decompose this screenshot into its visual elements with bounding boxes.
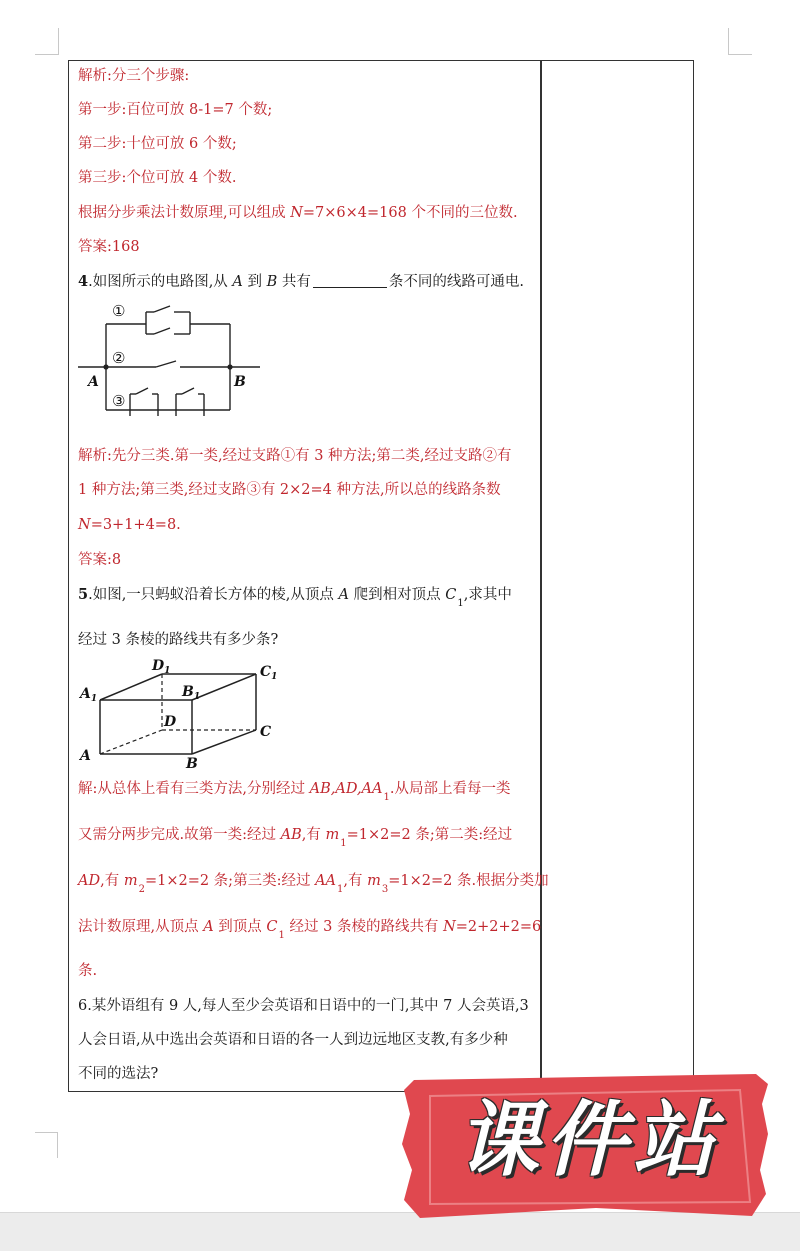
solution-line: 条. (78, 963, 98, 979)
vertex-letter: A (80, 686, 91, 702)
math-variable: A (232, 274, 243, 290)
page-corner-mark (35, 1132, 57, 1133)
solution-line: 解析:分三个步骤: (78, 68, 190, 84)
text-fragment: 又需分两步完成.故第一类:经过 (78, 827, 281, 843)
branch-label: ② (112, 349, 126, 367)
vertex-subscript: 1 (271, 672, 278, 682)
text-fragment: 爬到相对顶点 (349, 587, 446, 603)
math-variable: m (123, 873, 138, 889)
text-fragment: 经过 3 条棱的路线共有 (284, 919, 444, 935)
text-fragment: 共有 (277, 274, 311, 290)
solution-line: 1 种方法;第三类,经过支路③有 2×2=4 种方法,所以总的线路条数 (78, 482, 501, 498)
vertex-letter: B (182, 684, 194, 700)
text-fragment: 条不同的线路可通电. (388, 274, 524, 290)
stamp-text: 课件站 (457, 1093, 721, 1188)
text-fragment: ,有 (301, 827, 326, 843)
page-corner-mark (58, 28, 59, 54)
vertex-letter: C (260, 664, 272, 680)
text-fragment: 到 (242, 274, 267, 290)
answer-line: 答案:8 (78, 552, 122, 568)
text-fragment: 根据分步乘法计数原理,可以组成 (78, 205, 291, 221)
branch-label: ① (112, 302, 126, 320)
solution-line (78, 917, 541, 939)
cuboid-diagram (78, 656, 288, 768)
text-fragment: 解:从总体上看有三类方法,分别经过 (78, 781, 310, 797)
vertex-label: C (260, 724, 272, 740)
question-number: 4 (78, 273, 89, 290)
subscript: 1 (383, 792, 390, 803)
math-variable: N (443, 919, 456, 935)
vertex-label (151, 658, 170, 676)
question-5 (78, 585, 512, 607)
solution-line: 第一步:百位可放 8-1=7 个数; (78, 102, 273, 118)
solution-line: 第二步:十位可放 6 个数; (78, 136, 237, 152)
math-variable: N (78, 517, 91, 533)
subscript: 1 (340, 838, 347, 849)
text-fragment: ,求其中 (463, 587, 512, 603)
subscript: 2 (138, 884, 145, 895)
text-fragment: .如图所示的电路图,从 (88, 274, 233, 290)
text-fragment: ,有 (343, 873, 368, 889)
question-6-line: 不同的选法? (78, 1066, 159, 1082)
vertex-label (78, 686, 97, 704)
text-fragment: =1×2=2 条;第二类:经过 (346, 827, 513, 843)
text-fragment: .从局部上看每一类 (389, 781, 511, 797)
branch-label: ③ (112, 392, 126, 410)
vertex-subscript: 1 (90, 694, 98, 704)
question-6: 6.某外语组有 9 人,每人至少会英语和日语中的一门,其中 7 人会英语,3 (78, 998, 529, 1014)
watermark-stamp (400, 1074, 770, 1220)
math-variable: AB (280, 827, 302, 843)
question-6-line: 人会日语,从中选出会英语和日语的各一人到边远地区支教,有多少种 (78, 1032, 508, 1048)
question-5-line: 经过 3 条棱的路线共有多少条? (78, 632, 279, 648)
text-fragment: =3+1+4=8. (90, 517, 181, 533)
vertex-letter: D (152, 658, 165, 674)
answer-line: 答案:168 (78, 239, 140, 255)
solution-line (78, 203, 518, 223)
solution-line (78, 779, 510, 801)
subscript: 1 (337, 884, 344, 895)
vertex-subscript: 1 (193, 692, 201, 702)
text-fragment: ,有 (100, 873, 124, 889)
page-corner-mark (35, 54, 59, 55)
page-corner-mark (57, 1132, 58, 1158)
text-fragment: 法计数原理,从顶点 (78, 919, 204, 935)
text-fragment: 到顶点 (213, 919, 267, 935)
math-variable: N (290, 205, 303, 221)
question-4 (78, 272, 524, 292)
math-variable: A (203, 919, 214, 935)
text-fragment: .如图,一只蚂蚁沿着长方体的棱,从顶点 (88, 587, 339, 603)
question-number: 5 (78, 586, 89, 603)
math-variable: C (445, 587, 457, 603)
vertex-label (181, 684, 200, 702)
math-variable: m (325, 827, 340, 843)
solution-line (78, 515, 181, 535)
text-fragment: =2+2+2=6 (455, 919, 542, 935)
math-variable: A (338, 587, 350, 603)
vertex-label: A (80, 748, 91, 764)
math-variable: m (367, 873, 381, 889)
math-variable: AB,AD,AA (309, 781, 383, 797)
solution-line: 解析:先分三类.第一类,经过支路①有 3 种方法;第二类,经过支路②有 (78, 448, 512, 464)
subscript: 1 (457, 598, 464, 609)
math-variable: B (266, 274, 278, 290)
vertex-label: D (164, 714, 177, 730)
point-label: A (88, 374, 99, 390)
vertex-label (260, 664, 277, 682)
math-variable: AA (315, 873, 337, 889)
answer-blank (313, 273, 387, 288)
math-variable: AD (78, 873, 101, 889)
solution-line (78, 871, 549, 893)
point-label: B (234, 374, 246, 390)
vertex-label: B (186, 756, 198, 768)
subscript: 1 (278, 930, 285, 941)
subscript: 3 (381, 884, 389, 895)
math-variable: C (266, 919, 278, 935)
text-fragment: =7×6×4=168 个不同的三位数. (302, 205, 518, 221)
solution-line: 第三步:个位可放 4 个数. (78, 170, 237, 186)
page-corner-mark (728, 28, 729, 54)
text-fragment: =1×2=2 条.根据分类加 (388, 873, 549, 889)
solution-line (78, 825, 512, 847)
text-fragment: =1×2=2 条;第三类:经过 (144, 873, 316, 889)
page-corner-mark (728, 54, 752, 55)
vertex-subscript: 1 (164, 666, 171, 676)
circuit-diagram (78, 302, 263, 416)
